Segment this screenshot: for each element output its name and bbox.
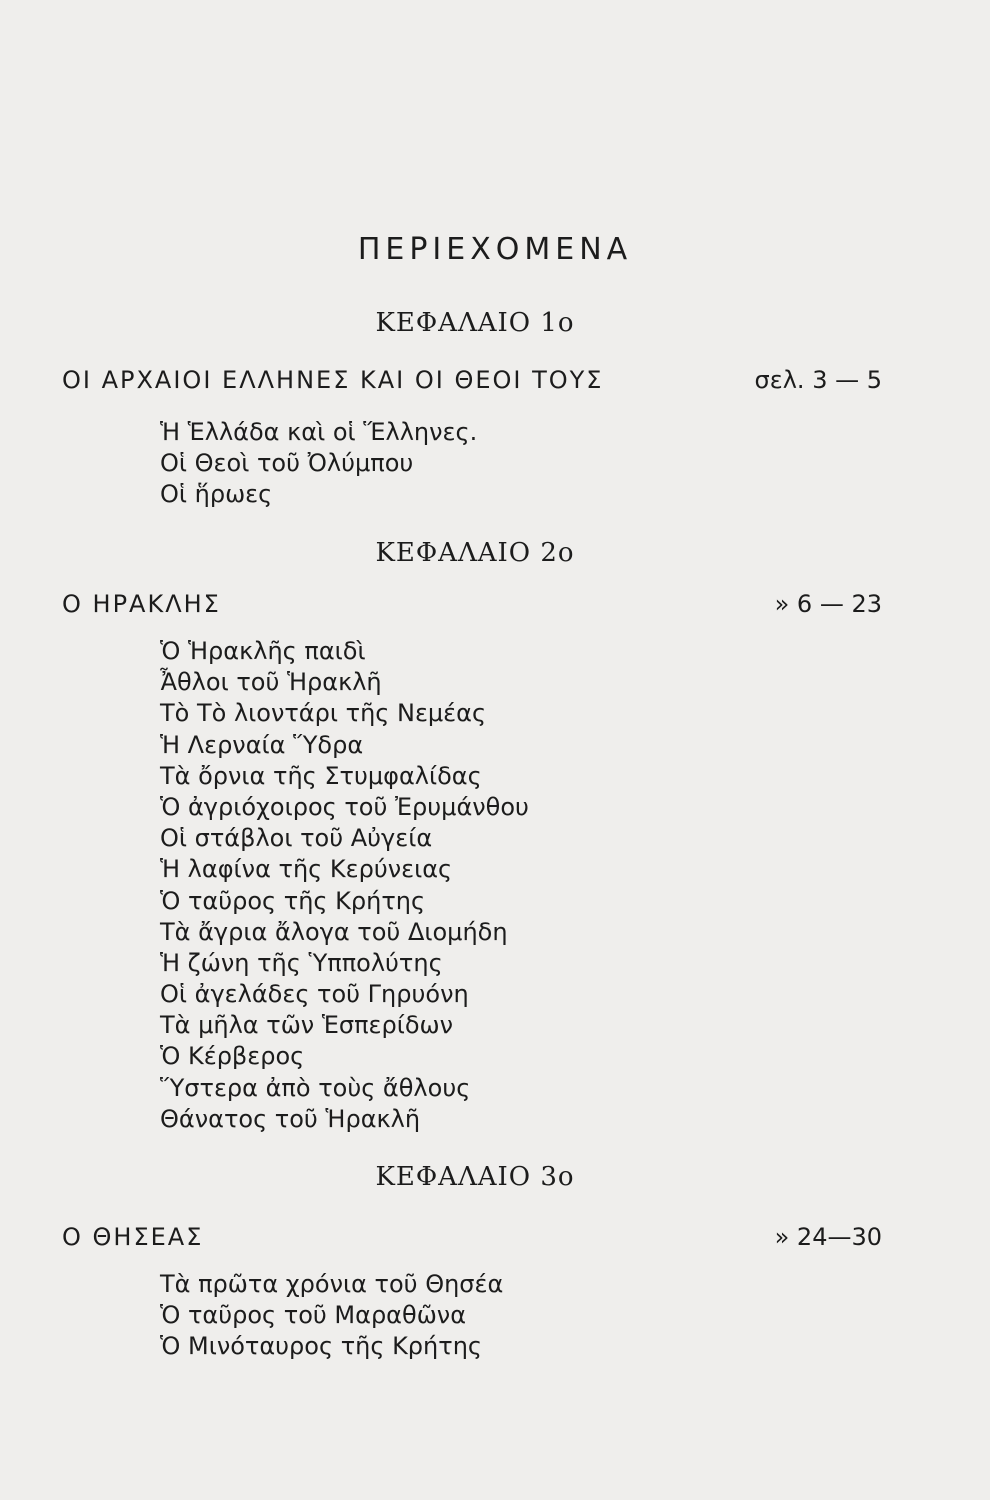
list-item[interactable]: Ἡ ζώνη τῆς Ὑππολύτης: [160, 948, 443, 977]
list-item[interactable]: Ἡ Ἑλλάδα καὶ οἱ Ἕλληνες.: [160, 418, 478, 446]
list-item[interactable]: Οἱ ἀγελάδες τοῦ Γηρυόνη: [160, 980, 469, 1009]
chapter-heading-3: ΚΕΦΑΛΑΙΟ 3ο: [375, 1162, 575, 1192]
list-item[interactable]: Οἱ στάβλοι τοῦ Αὐγεία: [160, 824, 433, 853]
section-list-1: [160, 417, 477, 511]
section-list-3: [160, 1269, 503, 1363]
chapter-title: Ο ΗΡΑΚΛΗΣ: [62, 590, 221, 618]
chapter-entry-2[interactable]: [62, 590, 882, 624]
chapter-entry-3[interactable]: [62, 1223, 882, 1257]
page-range: σελ. 3 — 5: [754, 366, 882, 394]
list-item[interactable]: Ἡ Λερναία Ὕδρα: [160, 730, 364, 759]
page-range: » 24—30: [774, 1223, 882, 1251]
list-item[interactable]: Θάνατος τοῦ Ἡρακλῆ: [160, 1104, 421, 1133]
list-item[interactable]: Ἡ λαφίνα τῆς Κερύνειας: [160, 855, 453, 884]
list-item[interactable]: Ὕστερα ἀπὸ τοὺς ἄθλους: [160, 1073, 471, 1102]
list-item[interactable]: Οἱ ἥρωες: [160, 480, 273, 509]
chapter-title: ΟΙ ΑΡΧΑΙΟΙ ΕΛΛΗΝΕΣ ΚΑΙ ΟΙ ΘΕΟΙ ΤΟΥΣ: [62, 366, 604, 394]
section-list-2: [160, 636, 529, 1135]
list-item[interactable]: Τὰ ἄγρια ἄλογα τοῦ Διομήδη: [160, 917, 508, 946]
chapter-heading-1: ΚΕΦΑΛΑΙΟ 1ο: [375, 308, 575, 338]
list-item[interactable]: Ἆθλοι τοῦ Ἡρακλῆ: [160, 668, 382, 697]
list-item[interactable]: Τὸ Τὸ λιοντάρι τῆς Νεμέας: [160, 699, 487, 728]
list-item[interactable]: Τὰ πρῶτα χρόνια τοῦ Θησέα: [160, 1270, 504, 1298]
page-range: » 6 — 23: [774, 590, 882, 618]
list-item[interactable]: Τὰ μῆλα τῶν Ἑσπερίδων: [160, 1011, 454, 1040]
list-item[interactable]: Ὁ Ἡρακλῆς παιδὶ: [160, 637, 366, 665]
list-item[interactable]: Ὁ ταῦρος τοῦ Μαραθῶνα: [160, 1301, 467, 1330]
list-item[interactable]: Τὰ ὄρνια τῆς Στυμφαλίδας: [160, 761, 482, 790]
chapter-entry-1[interactable]: [62, 366, 882, 400]
list-item[interactable]: Ὁ ἀγριόχοιρος τοῦ Ἐρυμάνθου: [160, 792, 529, 821]
chapter-heading-2: ΚΕΦΑΛΑΙΟ 2ο: [375, 538, 575, 568]
list-item[interactable]: Οἱ Θεοὶ τοῦ Ὀλύμπου: [160, 449, 414, 478]
list-item[interactable]: Ὁ ταῦρος τῆς Κρήτης: [160, 886, 426, 915]
page-title: ΠΕΡΙΕΧΟΜΕΝΑ: [357, 232, 633, 267]
chapter-title: Ο ΘΗΣΕΑΣ: [62, 1223, 204, 1251]
list-item[interactable]: Ὁ Κέρβερος: [160, 1042, 305, 1071]
list-item[interactable]: Ὁ Μινόταυρος τῆς Κρήτης: [160, 1332, 482, 1361]
